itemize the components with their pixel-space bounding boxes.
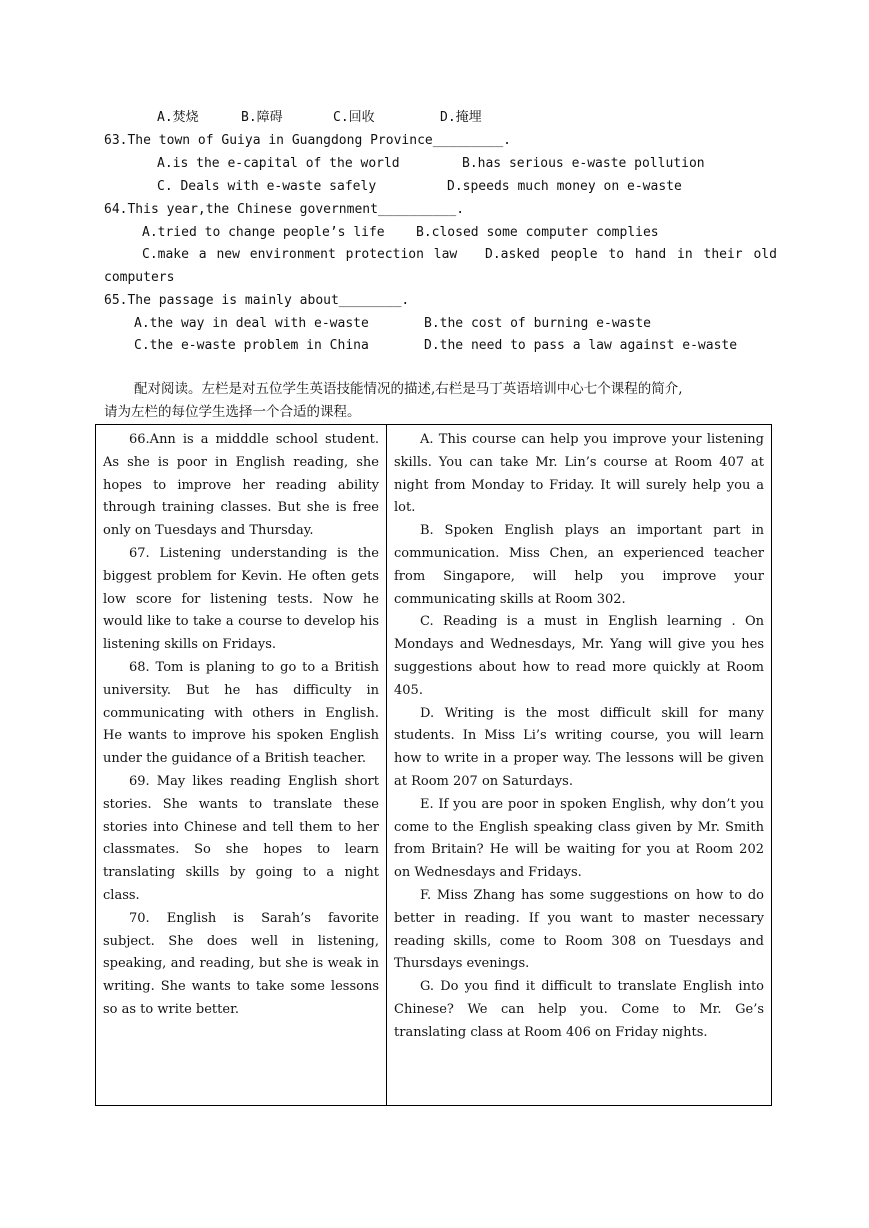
course-f: F. Miss Zhang has some suggestions on how to do better in reading. If you want to master necessary reading skills, come to Room 308 on Tuesdays and Thursdays evenings.	[394, 887, 764, 972]
matching-instructions-line-1: 配对阅读。左栏是对五位学生英语技能情况的描述,右栏是马丁英语培训中心七个课程的简介,	[134, 381, 683, 397]
q64-option-c: C.make a new environment protection law	[142, 247, 458, 262]
course-d: D. Writing is the most difficult skill for many students. In Miss Li’s writing course, you will learn how to write in a proper way. The lessons will be given at Room 207 on Saturdays.	[394, 705, 764, 789]
student-68: 68. Tom is planing to go to a British university. But he has difficulty in communicating with others in English. He wants to improve his spoken English under the guidance of a British teacher.	[103, 659, 379, 767]
q65-option-a: A.the way in deal with e-waste	[134, 316, 369, 331]
student-67: 67. Listening understanding is the biggest problem for Kevin. He often gets low score for listening tests. Now he would like to take a course to develop his listening skills on Fridays.	[103, 545, 379, 653]
q62-option-d: D.掩埋	[440, 110, 482, 125]
q63-stem: 63.The town of Guiya in Guangdong Province_________.	[104, 133, 511, 148]
q65-stem: 65.The passage is mainly about________.	[104, 293, 410, 308]
q64-option-d-continuation: computers	[104, 270, 175, 285]
q65-option-c: C.the e-waste problem in China	[134, 338, 369, 353]
students-column	[96, 425, 387, 1105]
q64-option-d: D.asked people to hand in their old	[485, 247, 777, 262]
q63-option-b: B.has serious e-waste pollution	[462, 156, 705, 171]
q64-stem: 64.This year,the Chinese government__________.	[104, 202, 465, 217]
student-70: 70. English is Sarah’s favorite subject. She does well in listening, speaking, and reading, but she is weak in writing. She wants to take some lessons so as to write better.	[103, 910, 379, 1017]
courses-column	[387, 425, 771, 1105]
student-69: 69. May likes reading English short stories. She wants to translate these stories into Chinese and tell them to her classmates. So she hopes to learn translating skills by going to a night class.	[103, 773, 379, 903]
q63-option-d: D.speeds much money on e-waste	[447, 179, 682, 194]
student-66: 66.Ann is a midddle school student. As she is poor in English reading, she hopes to improve her reading ability through training classes. But she is free only on Tuesdays and Thursday.	[103, 432, 379, 539]
course-b: B. Spoken English plays an important part in communication. Miss Chen, an experienced teacher from Singapore, will help you improve your communicating skills at Room 302.	[394, 523, 764, 607]
q62-option-a: A.焚烧	[157, 110, 199, 125]
course-e: E. If you are poor in spoken English, why don’t you come to the English speaking class given by Mr. Smith from Britain? He will be waiting for you at Room 202 on Wednesdays and Fridays.	[394, 796, 764, 881]
matching-instructions	[104, 378, 772, 424]
q65-option-d: D.the need to pass a law against e-waste	[424, 338, 738, 353]
matching-instructions-line-2: 请为左栏的每位学生选择一个合适的课程。	[104, 404, 361, 420]
q62-option-b: B.障碍	[241, 110, 283, 125]
q63-option-c: C. Deals with e-waste safely	[157, 179, 377, 194]
q64-option-a: A.tried to change people’s life	[142, 225, 385, 240]
course-a: A. This course can help you improve your listening skills. You can take Mr. Lin’s course at Room 407 at night from Monday to Friday. It will surely help you a lot.	[394, 432, 764, 516]
q64-option-b: B.closed some computer complies	[416, 225, 659, 240]
q65-option-b: B.the cost of burning e-waste	[424, 316, 651, 331]
matching-table	[95, 424, 772, 1106]
course-g: G. Do you find it difficult to translate English into Chinese? We can help you. Come to Mr. Ge’s translating class at Room 406 on Friday nights.	[394, 979, 764, 1040]
q63-option-a: A.is the e-capital of the world	[157, 156, 400, 171]
q62-option-c: C.回收	[333, 110, 375, 125]
course-c: C. Reading is a must in English learning . On Mondays and Wednesdays, Mr. Yang will give you hes suggestions about how to read more quickly at Room 405.	[394, 614, 764, 698]
